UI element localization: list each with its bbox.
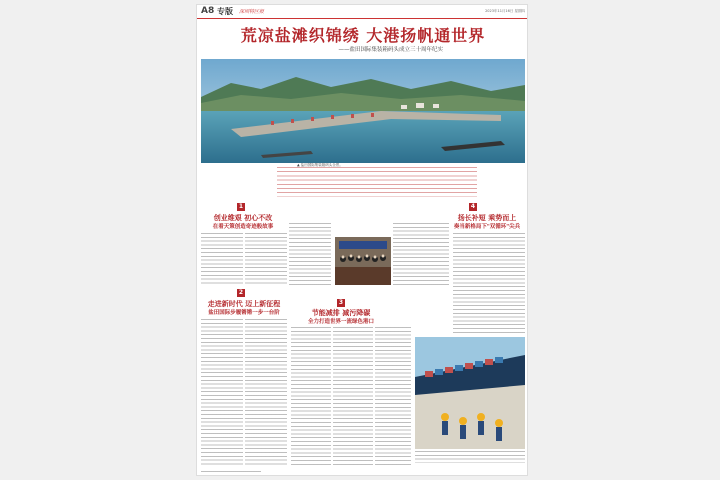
paper-name: 深圳特区报 [239, 9, 265, 15]
section-3-body-a [291, 327, 331, 467]
section-4-title: 扬长补短 乘势而上 [457, 213, 517, 222]
hero-caption: ▲ 盐田国际集装箱码头全景。 [297, 163, 343, 167]
ship-photo-caption [415, 451, 525, 463]
port-panorama-photo [201, 59, 525, 163]
section-4-subtitle: 奏当新格局下"双循环"尖兵 [453, 224, 521, 230]
section-number-2: 2 [238, 289, 244, 296]
page-number: A8 [201, 6, 215, 16]
newspaper-page [196, 4, 528, 476]
section-1-body-left [201, 233, 243, 285]
section-2-title: 走进新时代 迈上新征程 [207, 299, 281, 308]
section-2-subtitle: 盐田国际步履锵锵一步一台阶 [208, 310, 280, 316]
section-3-body-c [375, 327, 411, 467]
sub-headline: ——盐田国际集装箱码头成立三十周年纪实 [338, 47, 443, 53]
section-1-subtitle: 在着天策创造奇迹般故事 [212, 224, 274, 230]
section-label: 专版 [217, 7, 233, 16]
dateline: 2023年11月16日 星期四 [485, 9, 525, 13]
section-1-title: 创业维艰 初心不改 [213, 213, 273, 222]
section-4-body [453, 233, 525, 333]
container-ship-photo [415, 337, 525, 449]
section-2-body-left [201, 319, 243, 467]
section-2-body-right [245, 319, 287, 467]
main-headline: 荒凉盐滩织锦绣 大港扬帆通世界 [240, 26, 486, 45]
section-3-title: 节能减排 减污降碳 [311, 308, 371, 317]
page-footer [201, 471, 261, 474]
section-number-4: 4 [470, 203, 476, 210]
section-3-subtitle: 全力打造世界一流绿色港口 [307, 319, 374, 325]
intro-paragraph [277, 167, 477, 197]
section-3-intro-text [393, 223, 449, 285]
section-1-body-right [245, 233, 287, 285]
section-3-body-b [333, 327, 373, 467]
section-1-body-mid [289, 223, 331, 285]
signing-ceremony-photo [335, 237, 391, 285]
section-number-1: 1 [238, 203, 244, 210]
section-number-3: 3 [338, 299, 344, 306]
page-header-bar [197, 5, 528, 19]
